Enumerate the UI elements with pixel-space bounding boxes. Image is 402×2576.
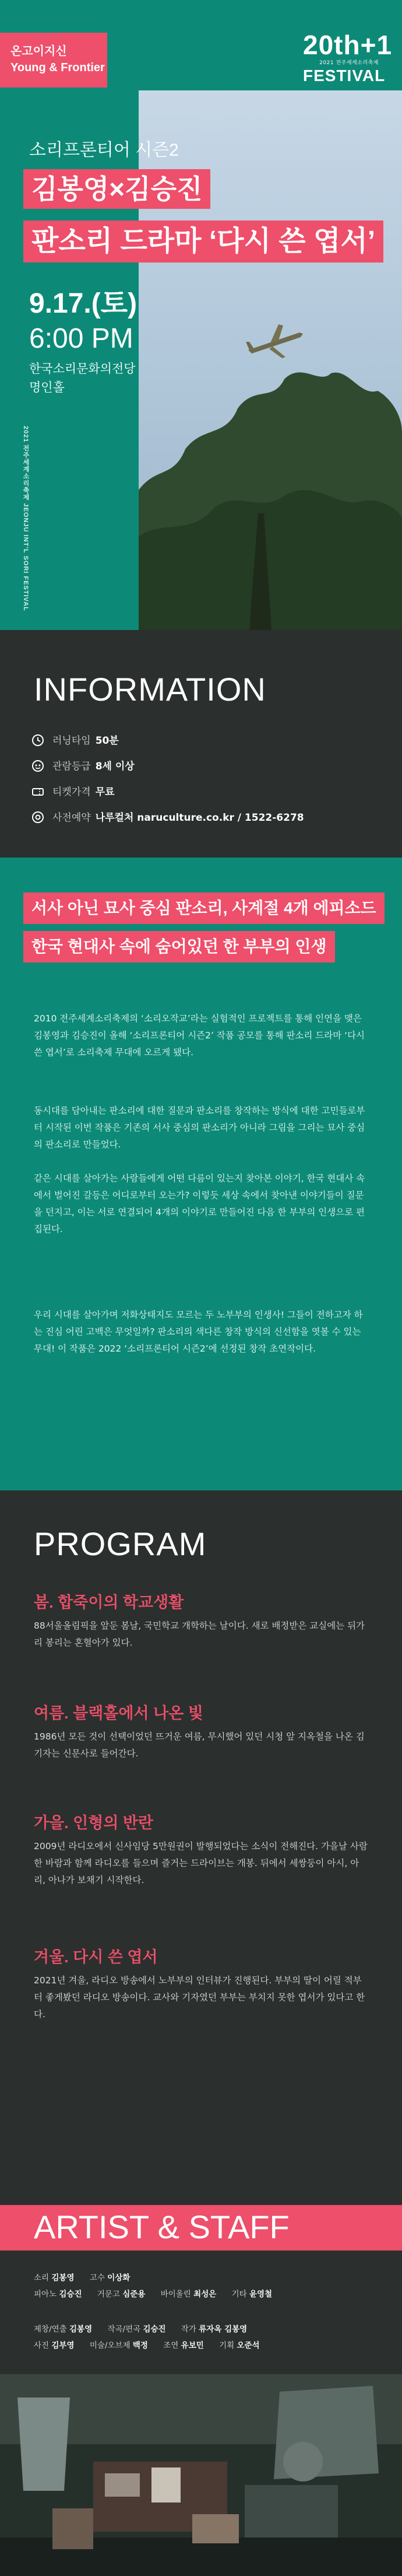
artist-heading: ARTIST & STAFF [34, 2208, 290, 2245]
info-row-age [52, 760, 135, 774]
age-icon [31, 760, 44, 772]
credit-item: 피아노 김승진 [34, 2290, 82, 2299]
ticket-icon [31, 785, 44, 798]
category-badge-en: Young & Frontier [10, 61, 105, 74]
vertical-festival-text: 2021 전주세계소리축제 JEONJU INT'L SORI FESTIVAL [22, 426, 29, 611]
credit-item: 소리 김봉영 [34, 2273, 75, 2283]
category-badge-ko: 온고이지신 [10, 45, 67, 58]
episode-title: 가을. 인형의 반란 [34, 1814, 154, 1832]
credit-item: 제창/연출 김봉영 [34, 2325, 93, 2334]
stage-photo [0, 2374, 402, 2576]
credit-item: 사진 김부영 [34, 2341, 75, 2350]
performers-title: 김봉영×김승진 [23, 169, 210, 209]
info-label: 관람등급 [52, 761, 91, 772]
info-label: 러닝타임 [52, 735, 91, 747]
hero-tree-photo [139, 362, 402, 630]
credit-item: 미술/오브제 백정 [89, 2341, 148, 2350]
credit-item: 고수 이상화 [89, 2273, 131, 2283]
information-heading: INFORMATION [34, 671, 266, 708]
episode-desc: 2021년 겨울, 라디오 방송에서 노부부의 인터뷰가 진행된다. 부부의 딸이 어릴 적부터 좋게봤던 라디오 방송이다. 교사와 기자였던 부부는 부치지 못한 엽서가 있다고 한다. [34, 1975, 365, 2020]
info-label: 사전예약 [52, 812, 91, 824]
show-venue [29, 359, 136, 397]
clock-icon [31, 734, 44, 747]
info-row-reservation [52, 811, 304, 825]
credit-item: 작곡/편곡 김승진 [107, 2325, 166, 2334]
episode-desc: 1986년 모든 것이 선택이었던 뜨거운 여름, 무시했어 있던 시청 앞 지옥철을 나온 김기자는 신문사로 들어간다. [34, 1731, 365, 1759]
synopsis-paragraph: 우리 시대를 살아가며 저화상태지도 모르는 두 노부부의 인생사! 그들이 전하고자 하는 진심 어린 고백은 무엇일까? 판소리의 색다른 창작 방식의 신선함을 엿볼 수 있는 무대! 이 작품은 2022 ‘소리프론티어 시즌2’에 선정된 창작 초연작이다. [34, 1310, 363, 1354]
festival-logo-sub: 2021 전주세계소리축제 [319, 60, 379, 66]
credit-item: 기획 오준석 [219, 2341, 260, 2350]
credit-item: 바이올린 최성은 [160, 2290, 217, 2299]
episode-title: 여름. 블랙홀에서 나온 빛 [34, 1704, 203, 1722]
credits-row [34, 2338, 378, 2353]
credits-row [34, 2322, 378, 2337]
credit-item: 기타 윤영철 [231, 2290, 273, 2299]
info-row-price [52, 785, 115, 799]
festival-logo [303, 30, 393, 85]
info-row-runtime [52, 734, 119, 748]
episode-desc: 2009년 라디오에서 신사임당 5만원권이 발행되었다는 소식이 전해진다. 가을날 사람한 바람과 함께 라디오를 들으며 즐거는 드라이브는 개봉. 뒤에서 세쌍둥이 아시, 아리, 아나가 보채기 시작한다. [34, 1841, 368, 1885]
synopsis-paragraph: 같은 시대를 살아가는 사람들에게 어떤 다름이 있는지 찾아본 이야기, 한국 현대사 속에서 벌어진 갈등은 어디로부터 오는가? 이렇듯 세상 속에서 찾아낸 이야기들이 질문을 던지고, 이는 서로 연결되어 4개의 이야기로 만들어진 다음 한 부부의 인생으로 편집된다. [34, 1173, 365, 1234]
credits-row [34, 2270, 378, 2286]
venue-line-1: 한국소리문화의전당 [29, 362, 136, 376]
season-label: 소리프론티어 시즌2 [29, 141, 179, 160]
synopsis-headline-2: 한국 현대사 속에 숨어있던 한 부부의 인생 [23, 931, 335, 963]
synopsis-headline-1: 서사 아닌 묘사 중심 판소리, 사계절 4개 에피소드 [23, 892, 385, 924]
artist-section [0, 2205, 402, 2576]
festival-logo-name: FESTIVAL [303, 66, 386, 85]
episode-title: 겨울. 다시 쓴 엽서 [34, 1948, 158, 1966]
credit-item: 조연 유보민 [163, 2341, 204, 2350]
episode-desc: 88서울올림픽을 앞둔 봄날, 국민학교 개학하는 날이다. 새로 배정받은 교실에는 뒤가리 봉리는 혼혈아가 있다. [34, 1620, 365, 1648]
episode-title: 봄. 합죽이의 학교생활 [34, 1594, 184, 1611]
stage-photo-illustration [0, 2374, 402, 2576]
information-section [0, 630, 402, 858]
synopsis-paragraph: 2010 전주세계소리축제의 ‘소리오작교’라는 실험적인 프로젝트를 통해 인연을 맺은 김봉영과 김승진이 올해 ‘소리프론티어 시즌2’ 작품 공모를 통해 판소리 드라마 ‘다시 쓴 엽서’로 소리축제 무대에 오르게 됐다. [34, 1013, 365, 1058]
info-label: 티켓가격 [52, 786, 91, 798]
festival-logo-number: 20th+1 [303, 30, 393, 60]
program-heading: PROGRAM [34, 1525, 207, 1562]
info-value: 50분 [95, 735, 119, 747]
venue-line-2: 명인홀 [29, 380, 65, 394]
show-time: 6:00 PM [29, 323, 133, 354]
info-value: 8세 이상 [95, 761, 135, 772]
show-date: 9.17.(토) [29, 288, 137, 319]
program-section [0, 1490, 402, 2205]
airplane-icon [244, 320, 308, 360]
credit-item: 거문고 심준용 [97, 2290, 146, 2299]
credits-row [34, 2287, 378, 2302]
synopsis-paragraph: 동시대를 담아내는 판소리에 대한 질문과 판소리를 창작하는 방식에 대한 고민들로부터 시작된 이번 작품은 기존의 서사 중심의 판소리가 아니라 그림을 그리는 묘사 중심의 판소리로 만들었다. [34, 1105, 365, 1150]
hero-section [0, 0, 402, 630]
credit-item: 작가 류자옥 김봉영 [181, 2325, 248, 2334]
artist-heading-bar [0, 2205, 402, 2250]
info-value: 나루컬처 naruculture.co.kr / 1522-6278 [95, 812, 304, 824]
info-value: 무료 [95, 786, 115, 798]
synopsis-section [0, 858, 402, 1490]
show-title: 판소리 드라마 ‘다시 쓴 엽서’ [23, 220, 383, 262]
category-badge [0, 33, 107, 88]
at-icon [31, 811, 44, 824]
